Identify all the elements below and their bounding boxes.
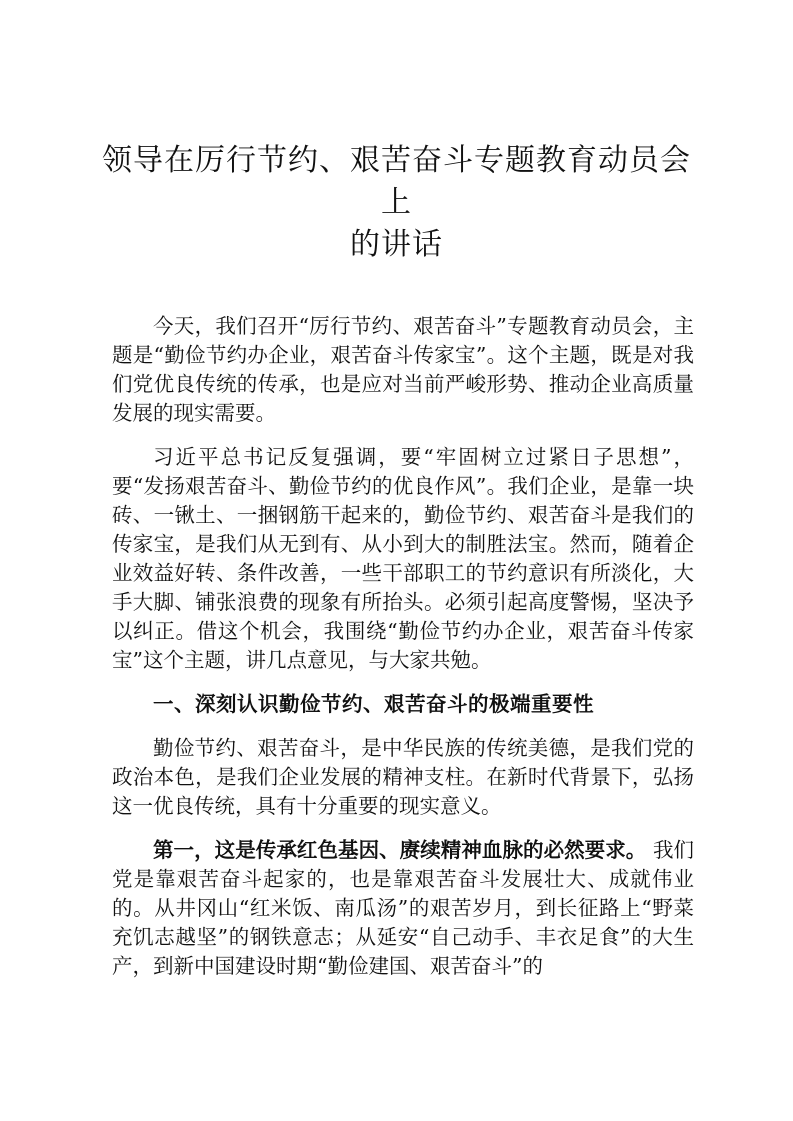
- document-title: [96, 140, 697, 266]
- title-line-2: 的讲话: [350, 227, 443, 262]
- paragraph-background: 习近平总书记反复强调，要“牢固树立过紧日子思想”，要“发扬艰苦奋斗、勤俭节约的优良作风”。我们企业，是靠一块砖、一锹土、一捆钢筋干起来的，勤俭节约、艰苦奋斗是我们的传家宝，是我们从无到有、从小到大的制胜法宝。然而，随着企业效益好转、条件改善，一些干部职工的节约意识有所淡化，大手大脚、铺张浪费的现象有所抬头。必须引起高度警惕，坚决予以纠正。借这个机会，我围绕“勤俭节约办企业，艰苦奋斗传家宝”这个主题，讲几点意见，与大家共勉。: [112, 445, 694, 672]
- paragraph-significance: 勤俭节约、艰苦奋斗，是中华民族的传统美德，是我们党的政治本色，是我们企业发展的精神支柱。在新时代背景下，弘扬这一优良传统，具有十分重要的现实意义。: [112, 736, 694, 818]
- paragraph-point-one: [112, 836, 694, 981]
- point-one-text: 我们党是靠艰苦奋斗起家的，也是靠艰苦奋斗发展壮大、成就伟业的。从井冈山“红米饭、南瓜汤”的艰苦岁月，到长征路上“野菜充饥志越坚”的钢铁意志；从延安“自己动手、丰衣足食”的大生产，到新中国建设时期“勤俭建国、艰苦奋斗”的: [112, 838, 694, 978]
- point-one-lead: 第一，这是传承红色基因、赓续精神血脉的必然要求。: [153, 838, 647, 862]
- section-heading-1: 一、深刻认识勤俭节约、艰苦奋斗的极端重要性: [153, 692, 594, 716]
- title-line-1: 领导在厉行节约、艰苦奋斗专题教育动员会上: [102, 143, 691, 220]
- document-body: [112, 312, 694, 996]
- paragraph-intro: 今天，我们召开“厉行节约、艰苦奋斗”专题教育动员会，主题是“勤俭节约办企业，艰苦奋斗传家宝”。这个主题，既是对我们党优良传统的传承，也是应对当前严峻形势、推动企业高质量发展的现实需要。: [112, 314, 694, 425]
